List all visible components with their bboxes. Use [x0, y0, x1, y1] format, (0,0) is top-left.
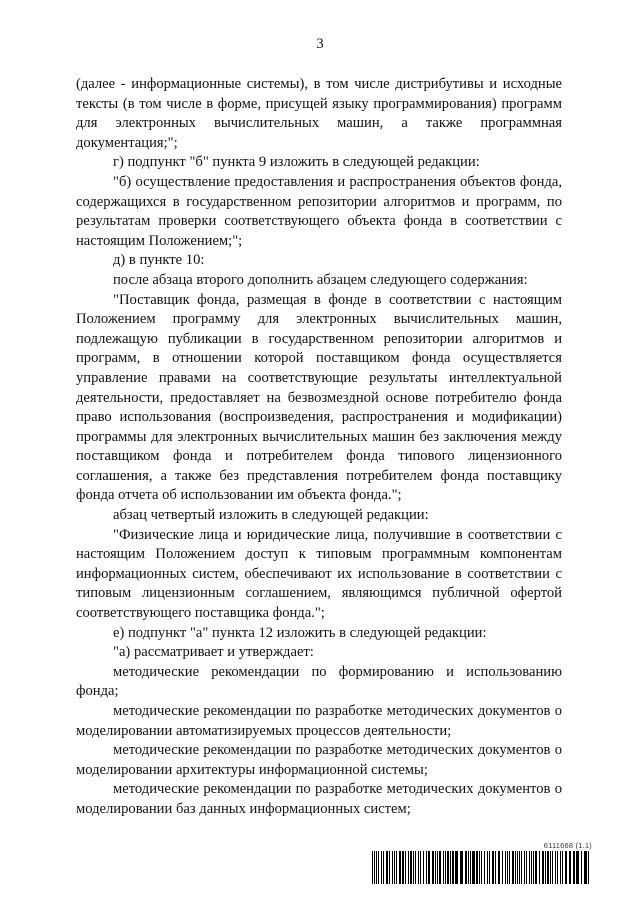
document-body: [76, 75, 562, 820]
paragraph: методические рекомендации по разработке методических документов о моделировании архитектуры информационной системы;: [76, 742, 562, 778]
page-number: 3: [316, 36, 324, 52]
paragraph: абзац четвертый изложить в следующей редакции:: [113, 507, 429, 524]
paragraph: "Поставщик фонда, размещая в фонде в соответствии с настоящим Положением программу для электронных вычислительных машин, подлежащую публикации в государственном репозитории алгоритмов и программ, в отношении которой поставщиком фонда осуществляется управление правами на соответствующие результаты интеллектуальной деятельности, предоставляет на безвозмездной основе потребителю фонда право использования (воспроизведения, распространения и модификации) программы для электронных вычислительных машин без заключения между поставщиком фонда и потребителем фонда типового лицензионного соглашения, а также без представления потребителем фонда поставщику фонда отчета об использовании им объекта фонда.";: [76, 291, 562, 504]
document-footer: [372, 841, 592, 885]
paragraph: "Физические лица и юридические лица, получившие в соответствии с настоящим Положением доступ к типовым программным компонентам информационных систем, обеспечивают их использование в соответствии с типовым лицензионным соглашением, являющимся публичной офертой соответствующего поставщика фонда.";: [76, 526, 562, 622]
paragraph: методические рекомендации по формированию и использованию фонда;: [76, 663, 562, 700]
document-code: 6111668 (1.1): [543, 841, 592, 850]
barcode: [372, 851, 592, 884]
paragraph: г) подпункт "б" пункта 9 изложить в следующей редакции:: [113, 154, 480, 171]
paragraph: методические рекомендации по разработке методических документов о моделировании автоматизируемых процессов деятельности;: [76, 703, 562, 739]
paragraph: д) в пункте 10:: [113, 252, 205, 269]
paragraph: после абзаца второго дополнить абзацем следующего содержания:: [113, 271, 528, 288]
paragraph: методические рекомендации по разработке методических документов о моделировании баз данных информационных систем;: [76, 781, 562, 817]
paragraph: (далее - информационные системы), в том числе дистрибутивы и исходные тексты (в том числе в форме, присущей языку программирования) программ для электронных вычислительных машин, а также программная документация;";: [76, 76, 562, 151]
paragraph: "б) осуществление предоставления и распространения объектов фонда, содержащихся в государственном репозитории алгоритмов и программ, по результатам проверки соответствующего объекта фонда в соответствии с настоящим Положением;";: [76, 173, 562, 249]
paragraph: е) подпункт "а" пункта 12 изложить в следующей редакции:: [113, 624, 487, 641]
paragraph: "а) рассматривает и утверждает:: [113, 644, 314, 661]
